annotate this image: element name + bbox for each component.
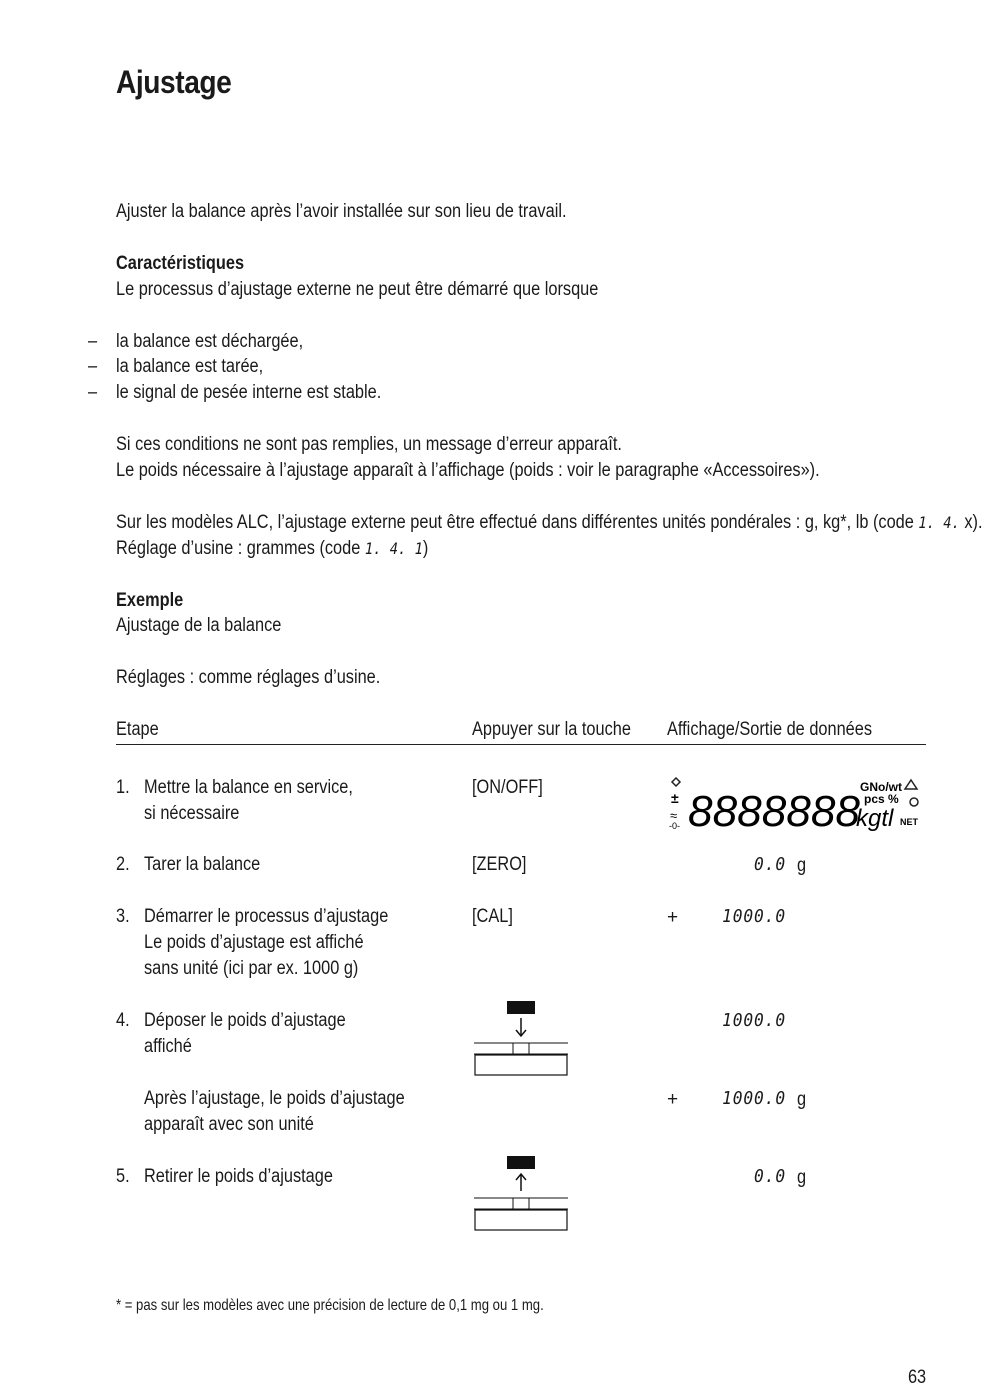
factory-text-suffix: ) xyxy=(422,538,429,559)
features-text: Le processus d’ajustage externe ne peut être démarré que lorsque xyxy=(116,279,599,300)
step-number: 2. xyxy=(116,854,130,875)
intro-text: Ajuster la balance après l’avoir installée sur son lieu de travail. xyxy=(116,201,567,222)
display-sign: + xyxy=(667,907,679,928)
alc-text-prefix: Sur les modèles ALC, l’ajustage externe peut être effectué dans différentes unités pondérales : g, kg*, lb (code xyxy=(116,512,914,533)
step-text: si nécessaire xyxy=(144,803,240,824)
lcd-label-gn: GNo/wt xyxy=(860,780,902,794)
display-value: 0.0 xyxy=(754,1166,786,1187)
bullet-marker: – xyxy=(88,382,98,403)
display-value: 1000.0 xyxy=(722,1088,786,1109)
bullet-item: le signal de pesée interne est stable. xyxy=(116,382,382,403)
step-text: Tarer la balance xyxy=(144,854,261,875)
table-header-rule xyxy=(116,744,926,745)
step-number: 5. xyxy=(116,1166,130,1187)
key-zero: [ZERO] xyxy=(472,854,527,875)
step-text: Après l’ajustage, le poids d’ajustage xyxy=(144,1088,405,1109)
bullet-marker: – xyxy=(88,331,98,352)
page-title: Ajustage xyxy=(116,64,232,100)
stability-icon xyxy=(672,778,680,786)
error-condition-text: Si ces conditions ne sont pas remplies, un message d’erreur apparaît. xyxy=(116,434,622,455)
tilde-icon: ≈ xyxy=(670,808,678,823)
example-heading: Exemple xyxy=(116,590,184,611)
factory-setting-text xyxy=(116,536,428,562)
display-unit: g xyxy=(797,1167,807,1188)
lcd-unit: kgtl xyxy=(856,805,894,832)
bullet-item: la balance est tarée, xyxy=(116,356,264,377)
lcd-digits: 8888888 xyxy=(688,787,861,836)
alc-text-suffix: x). xyxy=(964,512,983,533)
table-header-display: Affichage/Sortie de données xyxy=(667,719,873,740)
bullet-marker: – xyxy=(88,356,98,377)
step-text: Déposer le poids d’ajustage xyxy=(144,1010,346,1031)
step-number: 3. xyxy=(116,906,130,927)
footnote: * = pas sur les modèles avec une précision de lecture de 0,1 mg ou 1 mg. xyxy=(116,1297,544,1314)
table-header-key: Appuyer sur la touche xyxy=(472,719,631,740)
key-cal: [CAL] xyxy=(472,906,513,927)
display-value: 1000.0 xyxy=(722,1010,786,1031)
alc-code: 1. 4. xyxy=(918,513,960,532)
plus-minus-icon: ± xyxy=(671,790,679,806)
lcd-net: NET xyxy=(900,817,918,827)
step-number: 1. xyxy=(116,777,130,798)
step-text: Retirer le poids d’ajustage xyxy=(144,1166,333,1187)
example-subtitle: Ajustage de la balance xyxy=(116,615,282,636)
step-text: apparaît avec son unité xyxy=(144,1114,314,1135)
lcd-label-pcs: pcs % xyxy=(864,792,899,806)
alc-models-text xyxy=(116,510,983,536)
remove-weight-icon xyxy=(474,1155,570,1233)
display-sign: + xyxy=(667,1089,679,1110)
display-value: 0.0 xyxy=(754,854,786,875)
key-on-off: [ON/OFF] xyxy=(472,777,543,798)
step-text: Le poids d’ajustage est affiché xyxy=(144,932,364,953)
step-text: sans unité (ici par ex. 1000 g) xyxy=(144,958,359,979)
display-value: 1000.0 xyxy=(722,906,786,927)
warning-icon xyxy=(905,780,917,789)
display-unit: g xyxy=(797,855,807,876)
example-settings: Réglages : comme réglages d’usine. xyxy=(116,667,381,688)
step-text: Démarrer le processus d’ajustage xyxy=(144,906,389,927)
factory-text-prefix: Réglage d’usine : grammes (code xyxy=(116,538,361,559)
page-number: 63 xyxy=(907,1367,926,1388)
table-header-step: Etape xyxy=(116,719,159,740)
target-icon xyxy=(910,798,918,806)
step-text: Mettre la balance en service, xyxy=(144,777,353,798)
factory-code: 1. 4. 1 xyxy=(364,539,423,558)
step-number: 4. xyxy=(116,1010,130,1031)
bullet-item: la balance est déchargée, xyxy=(116,331,304,352)
lcd-full-display xyxy=(668,776,926,834)
place-weight-icon xyxy=(474,1000,570,1078)
zero-icon: -0- xyxy=(669,821,680,831)
features-heading: Caractéristiques xyxy=(116,253,245,274)
weight-info-text: Le poids nécessaire à l’ajustage apparaît à l’affichage (poids : voir le paragraphe «Accessoires»). xyxy=(116,460,820,481)
display-unit: g xyxy=(797,1089,807,1110)
step-text: affiché xyxy=(144,1036,192,1057)
